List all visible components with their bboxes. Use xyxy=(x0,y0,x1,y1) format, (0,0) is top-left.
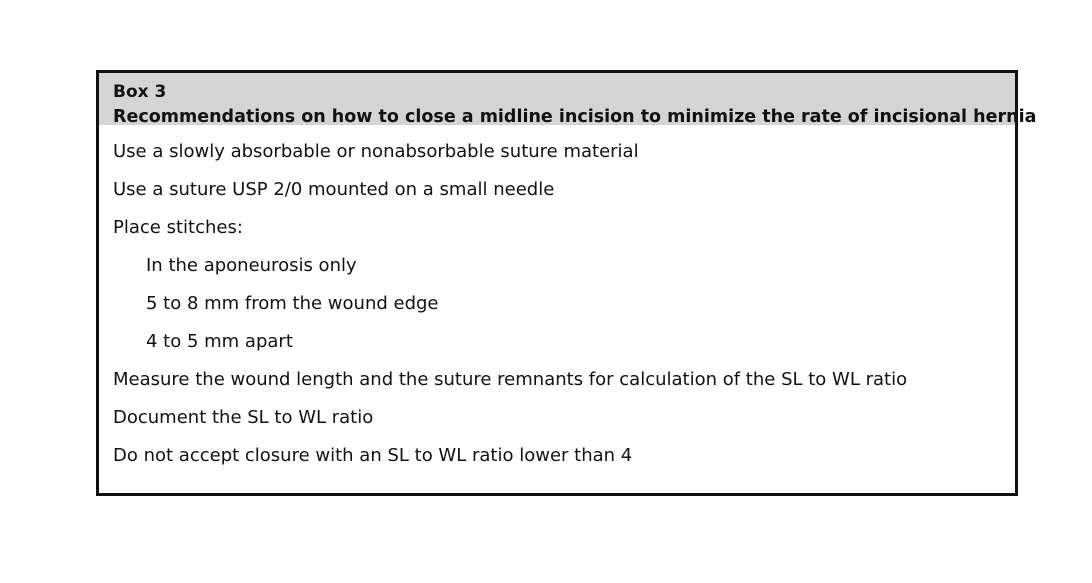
list-item-document: Document the SL to WL ratio xyxy=(113,407,374,428)
list-item-place-stitches: Place stitches: xyxy=(113,217,243,238)
list-item-ratio-threshold: Do not accept closure with an SL to WL ratio lower than 4 xyxy=(113,445,633,466)
recommendation-box xyxy=(96,70,1037,496)
list-subitem-aponeurosis: In the aponeurosis only xyxy=(146,255,357,276)
list-item-measure: Measure the wound length and the suture remnants for calculation of the SL to WL ratio xyxy=(113,369,908,390)
list-subitem-distance-from-edge: 5 to 8 mm from the wound edge xyxy=(146,293,439,314)
box-label: Box 3 xyxy=(113,82,167,102)
box-header xyxy=(99,73,1037,127)
list-subitem-spacing: 4 to 5 mm apart xyxy=(146,331,293,352)
box-body xyxy=(99,125,1015,483)
list-item-suture-size: Use a suture USP 2/0 mounted on a small needle xyxy=(113,179,555,200)
list-item-suture-material: Use a slowly absorbable or nonabsorbable suture material xyxy=(113,141,639,162)
box-title: Recommendations on how to close a midline incision to minimize the rate of incisional hernia xyxy=(113,107,1037,127)
